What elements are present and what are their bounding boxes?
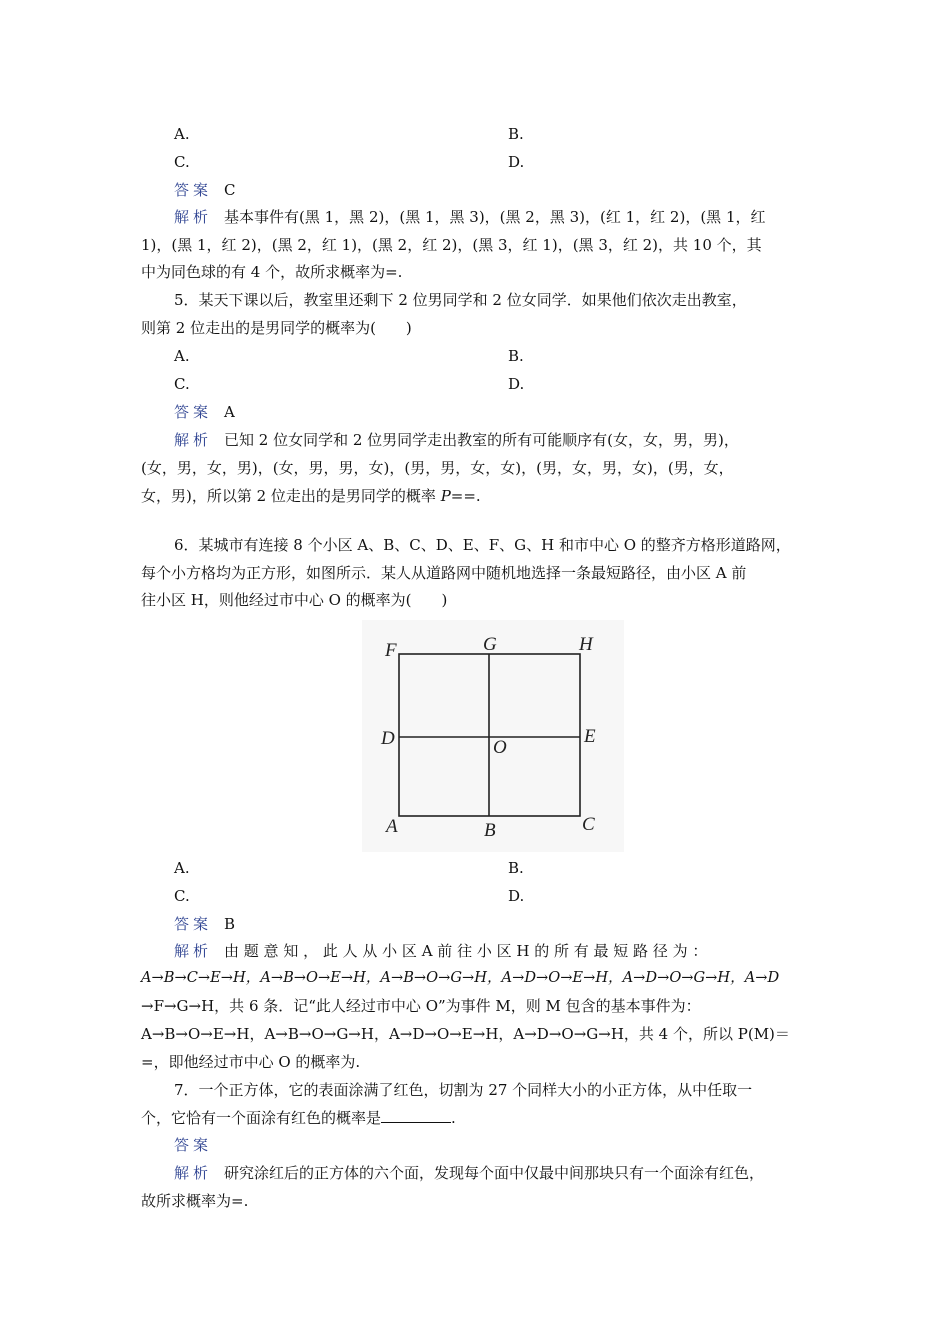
explanation-text: ==.: [450, 487, 481, 505]
q6-stem-line-3: 往小区 H，则他经过市中心 O 的概率为( ): [141, 591, 448, 609]
answer-value: B: [224, 915, 236, 933]
q5-option-d: D.: [508, 375, 525, 393]
q6-option-d: D.: [508, 887, 525, 905]
q6-explanation-line-4: A→B→O→E→H，A→B→O→G→H，A→D→O→E→H，A→D→O→G→H，共 4 个，所以 P(M)＝: [141, 1025, 790, 1043]
answer-label: 答案: [174, 403, 213, 421]
q4-option-b: B.: [508, 125, 524, 143]
q5-explanation-line-1: [174, 430, 739, 450]
q5-explanation-line-2: (女，男，女，男)，(女，男，男，女)，(男，男，女，女)，(男，女，男，女)，(男，女，: [141, 459, 734, 477]
answer-label: 答案: [174, 181, 213, 199]
label-D: D: [381, 728, 395, 749]
q4-answer: [174, 180, 236, 200]
q6-explanation-line-2: A→B→C→E→H，A→B→O→E→H，A→B→O→G→H，A→D→O→E→H，A→D→O→G→H，A→D: [141, 969, 780, 986]
q6-stem-line-1: 6．某城市有连接 8 个小区 A、B、C、D、E、F、G、H 和市中心 O 的整齐方格形道路网，: [174, 536, 791, 554]
explanation-text: 已知 2 位女同学和 2 位男同学走出教室的所有可能顺序有(女，女，男，男)，: [224, 431, 739, 449]
q6-stem-line-2: 每个小方格均为正方形，如图所示．某人从道路网中随机地选择一条最短路径，由小区 A 前: [141, 564, 747, 582]
q5-answer: [174, 402, 235, 422]
q4-explanation-line-3: 中为同色球的有 4 个，故所求概率为=.: [141, 263, 403, 281]
q5-explanation-line-3: [141, 486, 481, 506]
q6-explanation-line-3: →F→G→H，共 6 条．记“此人经过市中心 O”为事件 M，则 M 包含的基本事件为：: [141, 997, 701, 1015]
q4-option-a: A.: [174, 125, 190, 143]
answer-label: 答案: [174, 1136, 213, 1154]
label-E: E: [584, 726, 596, 747]
q6-option-b: B.: [508, 859, 524, 877]
q7-explanation-line-1: [174, 1163, 764, 1183]
explanation-text: 由 题 意 知 ， 此 人 从 小 区 A 前 往 小 区 H 的 所 有 最 短 路 径 为 ：: [224, 942, 708, 960]
q6-explanation-line-1: [174, 941, 707, 961]
stem-text: .: [451, 1109, 456, 1127]
q7-answer: [174, 1135, 224, 1155]
q4-option-c: C.: [174, 153, 190, 171]
q7-explanation-line-2: 故所求概率为=.: [141, 1192, 249, 1210]
q7-stem-line-2: [141, 1108, 456, 1128]
label-C: C: [582, 814, 595, 835]
q6-option-c: C.: [174, 887, 190, 905]
q5-option-a: A.: [174, 347, 190, 365]
explanation-label: 解析: [174, 1164, 213, 1182]
label-B: B: [484, 820, 496, 841]
road-grid-figure: [362, 620, 624, 852]
q5-stem-line-1: 5．某天下课以后，教室里还剩下 2 位男同学和 2 位女同学．如果他们依次走出教室，: [174, 291, 747, 309]
q6-answer: [174, 914, 235, 934]
answer-value: A: [224, 403, 235, 421]
answer-label: 答案: [174, 915, 213, 933]
label-H: H: [579, 634, 593, 655]
label-F: F: [385, 640, 397, 661]
label-O: O: [493, 737, 507, 758]
q4-option-d: D.: [508, 153, 525, 171]
q5-stem-line-2: 则第 2 位走出的是男同学的概率为( ): [141, 319, 412, 337]
explanation-label: 解析: [174, 942, 213, 960]
q5-option-c: C.: [174, 375, 190, 393]
stem-text: 个，它恰有一个面涂有红色的概率是: [141, 1109, 382, 1127]
answer-blank: [381, 1108, 451, 1123]
explanation-label: 解析: [174, 431, 213, 449]
q6-explanation-line-5: =，即他经过市中心 O 的概率为.: [141, 1053, 361, 1071]
q6-option-a: A.: [174, 859, 190, 877]
label-A: A: [386, 816, 398, 837]
probability-symbol: P: [440, 487, 451, 505]
explanation-text: 女，男)，所以第 2 位走出的是男同学的概率: [141, 487, 441, 505]
explanation-text: 研究涂红后的正方体的六个面，发现每个面中仅最中间那块只有一个面涂有红色，: [224, 1164, 765, 1182]
q4-explanation-line-2: 1)，(黑 1，红 2)，(黑 2，红 1)，(黑 2，红 2)，(黑 3，红 1)，(黑 3，红 2)，共 10 个，其: [141, 236, 762, 254]
q7-stem-line-1: 7．一个正方体，它的表面涂满了红色，切割为 27 个同样大小的小正方体，从中任取一: [174, 1081, 753, 1099]
answer-value: C: [224, 181, 236, 199]
explanation-text: 基本事件有(黑 1，黑 2)，(黑 1，黑 3)，(黑 2，黑 3)，(红 1，红 2)，(黑 1，红: [224, 208, 766, 226]
explanation-label: 解析: [174, 208, 213, 226]
q5-option-b: B.: [508, 347, 524, 365]
label-G: G: [483, 634, 497, 655]
q4-explanation-line-1: [174, 207, 766, 227]
